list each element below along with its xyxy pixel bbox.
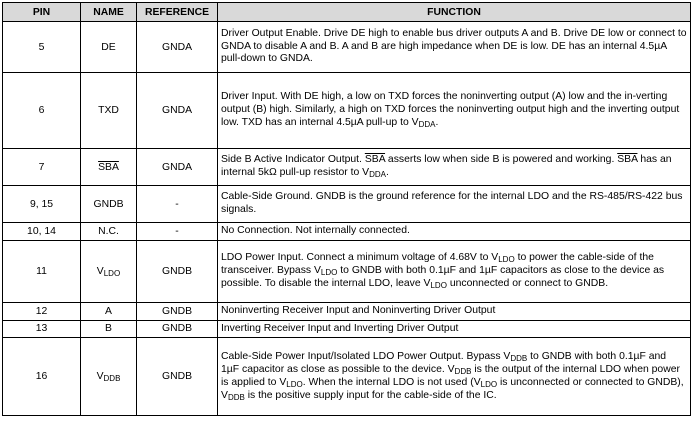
reference-cell: - bbox=[137, 186, 218, 223]
name-cell: N.C. bbox=[81, 223, 137, 241]
reference-cell: GNDA bbox=[137, 149, 218, 186]
function-cell bbox=[218, 338, 691, 416]
pin-cell: 16 bbox=[3, 338, 81, 416]
table-row bbox=[3, 223, 691, 241]
function-subscript: LDO bbox=[480, 379, 498, 389]
header-name: NAME bbox=[81, 3, 137, 22]
function-text: unconnected or connect to GNDB. bbox=[446, 277, 609, 289]
function-text: asserts low when side B is powered and working. bbox=[385, 154, 618, 166]
function-cell bbox=[218, 73, 691, 149]
name-cell bbox=[81, 149, 137, 186]
table-row bbox=[3, 149, 691, 186]
function-subscript: DDB bbox=[510, 354, 528, 364]
pin-description-table bbox=[2, 2, 691, 416]
table-row bbox=[3, 73, 691, 149]
function-subscript: LDO bbox=[286, 379, 303, 389]
name-cell bbox=[81, 338, 137, 416]
pin-cell: 5 bbox=[3, 22, 81, 73]
pin-cell: 11 bbox=[3, 240, 81, 302]
function-cell: No Connection. Not internally connected. bbox=[218, 223, 691, 241]
function-subscript: LDO bbox=[320, 267, 338, 277]
name-cell bbox=[81, 240, 137, 302]
name-subscript: DDB bbox=[103, 374, 121, 384]
function-text: to GNDB with both 0.1µF and 1µF capacitors as close to the device as possible. To disable the internal LDO, leave V bbox=[221, 264, 665, 289]
pin-cell: 12 bbox=[3, 302, 81, 320]
pin-cell: 10, 14 bbox=[3, 223, 81, 241]
pin-cell: 6 bbox=[3, 73, 81, 149]
name-cell: DE bbox=[81, 22, 137, 73]
table-row bbox=[3, 302, 691, 320]
function-subscript: LDO bbox=[498, 255, 515, 265]
table-row bbox=[3, 320, 691, 338]
pin-cell: 13 bbox=[3, 320, 81, 338]
function-text: Driver Input. With DE high, a low on TXD forces the noninverting output (A) low and the in-verting output (B) high. Similarly, a high on TXD forces the noninverting output high and the inverting output low. TXD has an internal 4.5µA pull-up to V bbox=[221, 91, 680, 128]
function-text: has an internal 5kΩ pull-up resistor to V bbox=[221, 154, 672, 178]
table-row bbox=[3, 338, 691, 416]
name-cell: GNDB bbox=[81, 186, 137, 223]
table-row bbox=[3, 22, 691, 73]
name-cell: A bbox=[81, 302, 137, 320]
header-reference: REFERENCE bbox=[137, 3, 218, 22]
reference-cell: GNDA bbox=[137, 73, 218, 149]
function-text: LDO Power Input. Connect a minimum voltage of 4.68V to V bbox=[221, 252, 499, 264]
pin-cell: 9, 15 bbox=[3, 186, 81, 223]
function-cell: Inverting Receiver Input and Inverting Driver Output bbox=[218, 320, 691, 338]
function-text: Side B Active Indicator Output. bbox=[221, 154, 365, 166]
header-row bbox=[3, 3, 691, 22]
header-pin: PIN bbox=[3, 3, 81, 22]
name-main: V bbox=[96, 371, 104, 383]
function-text: is unconnected or connected to GNDB), V bbox=[221, 376, 684, 401]
table-row bbox=[3, 240, 691, 302]
name-cell: B bbox=[81, 320, 137, 338]
name-subscript: LDO bbox=[103, 268, 121, 278]
function-cell bbox=[218, 240, 691, 302]
function-text: is the output of the internal LDO when power is applied to V bbox=[221, 364, 680, 388]
function-subscript: DDB bbox=[454, 367, 472, 377]
reference-cell: GNDA bbox=[137, 22, 218, 73]
function-text: is the positive supply input for the cable-side of the IC. bbox=[244, 389, 497, 401]
function-text-end: . bbox=[386, 167, 389, 178]
function-text-end: . bbox=[435, 116, 439, 128]
function-subscript: LDO bbox=[430, 280, 447, 290]
function-text: to power the cable-side of the transceiver. Bypass V bbox=[221, 252, 654, 276]
reference-cell: GNDB bbox=[137, 302, 218, 320]
name-cell: TXD bbox=[81, 73, 137, 149]
function-overline: $\overline{SBA}$ bbox=[617, 154, 638, 166]
pin-table-container bbox=[2, 2, 690, 416]
table-row bbox=[3, 186, 691, 223]
function-subscript: DDA bbox=[369, 170, 386, 179]
function-text: Cable-Side Power Input/Isolated LDO Power Output. Bypass V bbox=[221, 351, 511, 363]
reference-cell: GNDB bbox=[137, 240, 218, 302]
header-function: FUNCTION bbox=[218, 3, 691, 22]
function-overline: $\overline{SBA}$ bbox=[364, 154, 386, 166]
reference-cell: GNDB bbox=[137, 320, 218, 338]
pin-cell: 7 bbox=[3, 149, 81, 186]
function-cell bbox=[218, 149, 691, 186]
function-cell: Noninverting Receiver Input and Noninverting Driver Output bbox=[218, 302, 691, 320]
name-main: V bbox=[96, 265, 104, 277]
reference-cell: - bbox=[137, 223, 218, 241]
reference-cell: GNDB bbox=[137, 338, 218, 416]
function-text: to GNDB with both 0.1µF and 1µF capacitor as close as possible to the device. V bbox=[221, 351, 667, 376]
function-text: . When the internal LDO is not used (V bbox=[302, 376, 481, 388]
function-cell: Cable-Side Ground. GNDB is the ground reference for the internal LDO and the RS-485/RS-422 bus signals. bbox=[218, 186, 691, 223]
function-subscript: DDA bbox=[418, 119, 436, 129]
function-subscript: DDB bbox=[227, 392, 245, 402]
name-overline: $\overline{SBA}$ bbox=[98, 161, 119, 173]
function-cell: Driver Output Enable. Drive DE high to enable bus driver outputs A and B. Drive DE low or connect to GNDA to disable A and B. A and B are high impedance when DE is low. DE has an internal 4.5µA pull-down to GNDA. bbox=[218, 22, 691, 73]
